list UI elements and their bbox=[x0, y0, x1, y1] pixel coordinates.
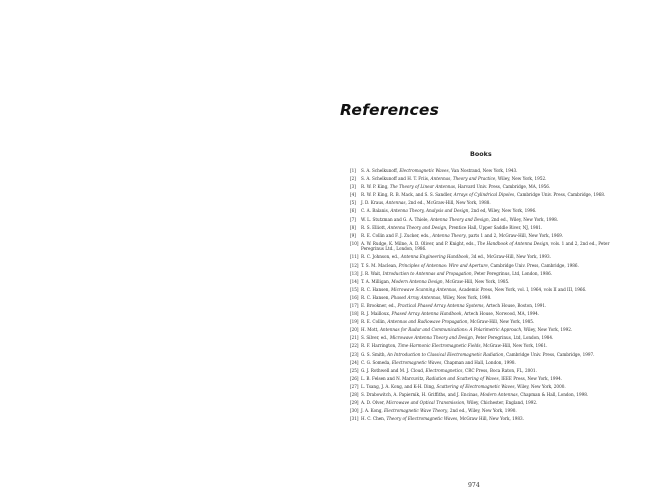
reference-authors: J. R. Wait, bbox=[361, 270, 383, 276]
reference-publication: , 2nd ed., Wiley, New York, 1990. bbox=[447, 408, 517, 414]
reference-title: Radiation and Scattering of Waves bbox=[425, 375, 499, 381]
page-number: 974 bbox=[468, 482, 480, 489]
reference-item bbox=[340, 254, 612, 260]
reference-authors: C. A. Balanis, bbox=[361, 208, 391, 214]
reference-item bbox=[340, 241, 612, 252]
reference-title: The Theory of Linear Antennas bbox=[389, 184, 456, 190]
reference-number: [1] bbox=[350, 168, 356, 173]
reference-number: [2] bbox=[350, 176, 356, 182]
reference-title: Antenna Theory, Analysis and Design bbox=[390, 208, 469, 214]
reference-publication: , Cambridge Univ. Press, Cambridge, 1968. bbox=[514, 192, 606, 198]
reference-title: Antenna Theory bbox=[432, 232, 466, 238]
reference-item bbox=[340, 233, 612, 239]
reference-title: Microwave Scanning Antennas bbox=[391, 286, 457, 292]
reference-item bbox=[340, 295, 612, 301]
reference-publication: , Wiley, New York, 1992. bbox=[521, 327, 573, 333]
reference-title: Antennas for Radar and Communications: A Polarimetric Approach bbox=[379, 327, 522, 333]
section-heading: Books bbox=[470, 150, 492, 158]
reference-number: [26] bbox=[350, 375, 359, 381]
reference-number: [15] bbox=[350, 286, 359, 292]
reference-title: Microwave Antenna Theory and Design bbox=[389, 335, 473, 341]
reference-number: [22] bbox=[350, 343, 359, 349]
reference-authors: A. D. Olver, bbox=[361, 400, 387, 406]
reference-authors: E. Brookner, ed., bbox=[361, 303, 398, 308]
reference-number: [3] bbox=[350, 184, 356, 190]
reference-publication: , Artech House, Boston, 1991. bbox=[483, 303, 547, 308]
reference-item bbox=[340, 400, 612, 406]
reference-publication: , vols. 1 and 2, 2nd ed., Peter Peregrinus Ltd., London, 1986. bbox=[361, 240, 610, 252]
reference-number: [16] bbox=[350, 294, 359, 300]
reference-item bbox=[340, 225, 612, 231]
reference-publication: , Wiley, New York, 1998. bbox=[440, 294, 492, 300]
reference-item bbox=[340, 319, 612, 325]
reference-title: Antennas bbox=[385, 200, 406, 206]
reference-title: Antenna Theory and Design bbox=[430, 216, 489, 222]
reference-item bbox=[340, 311, 612, 317]
reference-authors: T. S. M. Maclean, bbox=[361, 262, 399, 268]
reference-authors: R. F. Harrington, bbox=[361, 343, 398, 349]
reference-publication: , Wiley, New York, 1952. bbox=[495, 176, 547, 182]
reference-number: [9] bbox=[350, 232, 356, 238]
reference-title: Phased Array Antennas bbox=[391, 294, 441, 300]
reference-title: Microwave and Optical Transmission bbox=[386, 400, 465, 406]
reference-publication: , CRC Press, Boca Raton, FL, 2001. bbox=[462, 367, 537, 373]
reference-item bbox=[340, 303, 612, 309]
reference-authors: R. S. Elliott, bbox=[361, 224, 388, 230]
reference-publication: , Chapman & Hall, London, 1998. bbox=[517, 392, 589, 398]
reference-item bbox=[340, 217, 612, 223]
reference-authors: R. C. Johnson, ed., bbox=[361, 254, 401, 260]
reference-item bbox=[340, 279, 612, 285]
reference-number: [13] bbox=[350, 270, 359, 276]
reference-publication: , Prentice Hall, Upper Saddle River, NJ, 1981. bbox=[446, 224, 543, 230]
reference-item bbox=[340, 408, 612, 414]
reference-item bbox=[340, 168, 612, 174]
reference-publication: , 3d ed., McGraw-Hill, New York, 1993. bbox=[468, 254, 551, 260]
reference-title: Phased Array Antenna Handbook bbox=[391, 311, 462, 317]
reference-item bbox=[340, 368, 612, 374]
reference-title: Electromagnetic Waves bbox=[399, 168, 449, 173]
reference-title: Antennas and Radiowave Propagation bbox=[387, 319, 468, 325]
reference-title: Time-Harmonic Electromagnetic Fields bbox=[397, 343, 481, 349]
reference-item bbox=[340, 376, 612, 382]
reference-title: Modern Antenna Design bbox=[391, 278, 443, 284]
reference-authors: T. A. Milligan, bbox=[361, 278, 392, 284]
reference-title: Introduction to Antennas and Propagation bbox=[382, 270, 472, 276]
reference-item bbox=[340, 360, 612, 366]
reference-item bbox=[340, 200, 612, 206]
reference-publication: , 2nd ed, Wiley, New York, 1996. bbox=[468, 208, 537, 214]
reference-title: Practical Phased Array Antenna Systems bbox=[397, 303, 484, 308]
reference-publication: , Cambridge Univ. Press, Cambridge, 1997. bbox=[503, 351, 595, 357]
reference-authors: S. Drabowitch, A. Papiernik, H. Griffiths, and J. Encinas, bbox=[361, 392, 481, 398]
reference-item bbox=[340, 343, 612, 349]
reference-item bbox=[340, 287, 612, 293]
reference-authors: R. C. Hansen, bbox=[361, 294, 392, 300]
reference-publication: , Cambridge Univ. Press, Cambridge, 1986. bbox=[487, 262, 579, 268]
reference-authors: R. J. Mailloux, bbox=[361, 311, 392, 317]
reference-authors: L. Tsang, J. A. Kong, and K-H. Ding, bbox=[361, 383, 437, 389]
reference-number: [18] bbox=[350, 311, 359, 317]
reference-publication: , Artech House, Norwood, MA, 1994. bbox=[461, 311, 540, 317]
reference-title: Principles of Antennas: Wire and Aperture bbox=[398, 262, 488, 268]
reference-authors: H. Mott, bbox=[361, 327, 380, 333]
reference-title: Modern Antennas bbox=[480, 392, 518, 398]
reference-publication: , Wiley, Chichester, England, 1992. bbox=[464, 400, 538, 406]
reference-publication: , 2nd ed., McGraw-Hill, New York, 1988. bbox=[405, 200, 491, 206]
reference-authors: W. L. Stutzman and G. A. Thiele, bbox=[361, 216, 431, 222]
reference-number: [7] bbox=[350, 216, 356, 222]
page-title: References bbox=[340, 101, 440, 119]
reference-publication: , Academic Press, New York, vol. I, 1964, vols II and III, 1966. bbox=[456, 286, 587, 292]
reference-item bbox=[340, 184, 612, 190]
reference-item bbox=[340, 263, 612, 269]
reference-authors: S. Silver, ed., bbox=[361, 335, 390, 341]
reference-title: Electromagnetic Waves bbox=[391, 359, 442, 365]
reference-publication: , McGraw-Hill, New York, 1985. bbox=[467, 319, 535, 325]
reference-number: [12] bbox=[350, 262, 359, 268]
reference-item bbox=[340, 176, 612, 182]
reference-publication: , IEEE Press, New York, 1994. bbox=[498, 375, 563, 381]
reference-number: [8] bbox=[350, 224, 356, 230]
reference-authors: J. D. Kraus, bbox=[361, 200, 386, 206]
reference-authors: G. S. Smith, bbox=[361, 351, 388, 357]
reference-authors: S. A. Schelkunoff, bbox=[361, 168, 400, 173]
reference-title: Arrays of Cylindrical Dipoles bbox=[453, 192, 515, 198]
reference-item bbox=[340, 384, 612, 390]
reference-number: [28] bbox=[350, 392, 359, 398]
reference-authors: R. C. Hansen, bbox=[361, 286, 392, 292]
reference-authors: R. E. Collin and F. J. Zucker, eds., bbox=[361, 232, 433, 238]
reference-number: [21] bbox=[350, 335, 359, 341]
reference-publication: , Peter Peregrinus, Ltd, London, 1986. bbox=[471, 270, 553, 276]
reference-authors: R. W. P. King, R. B. Mack, and S. S. Sandler, bbox=[361, 192, 454, 198]
reference-authors: R. W. P. King, bbox=[361, 184, 390, 190]
reference-title: The Handbook of Antenna Design bbox=[477, 240, 549, 246]
reference-publication: , McGraw Hill, New York, 1983. bbox=[457, 416, 524, 422]
reference-number: [17] bbox=[350, 303, 359, 308]
reference-authors: J. A. Kong, bbox=[361, 408, 385, 414]
reference-number: [10] bbox=[350, 240, 359, 246]
reference-authors: S. A. Schelkunoff and H. T. Friis, bbox=[361, 176, 431, 182]
reference-title: Electromagnetics bbox=[425, 367, 463, 373]
reference-authors: L. B. Felsen and N. Marcuvitz, bbox=[361, 375, 426, 381]
reference-authors: R. E. Collin, bbox=[361, 319, 388, 325]
reference-number: [29] bbox=[350, 400, 359, 406]
reference-title: Electromagnetic Wave Theory bbox=[384, 408, 448, 414]
reference-number: [11] bbox=[350, 254, 359, 260]
reference-publication: , McGraw-Hill, New York, 1961. bbox=[480, 343, 548, 349]
reference-title: Antenna Engineering Handbook bbox=[400, 254, 469, 260]
reference-publication: , Peter Peregrinus, Ltd, London, 1984. bbox=[472, 335, 554, 341]
reference-number: [20] bbox=[350, 327, 359, 333]
reference-list bbox=[340, 168, 612, 424]
reference-number: [27] bbox=[350, 383, 359, 389]
reference-number: [6] bbox=[350, 208, 356, 214]
reference-publication: , parts 1 and 2, McGraw-Hill, New York, 1969. bbox=[465, 232, 564, 238]
reference-title: Scattering of Electromagnetic Waves bbox=[436, 383, 515, 389]
reference-publication: , Harvard Univ. Press, Cambridge, MA, 1956. bbox=[455, 184, 551, 190]
reference-item bbox=[340, 208, 612, 214]
reference-item bbox=[340, 271, 612, 277]
reference-title: Theory of Electromagnetic Waves bbox=[386, 416, 458, 422]
reference-title: Antenna Theory and Design bbox=[387, 224, 447, 230]
reference-authors: C. G. Someda, bbox=[361, 359, 392, 365]
reference-item bbox=[340, 352, 612, 358]
reference-publication: , McGraw-Hill, New York, 1985. bbox=[442, 278, 510, 284]
reference-number: [5] bbox=[350, 200, 356, 206]
reference-title: Antennas, Theory and Practice bbox=[430, 176, 496, 182]
reference-item bbox=[340, 327, 612, 333]
reference-publication: , Chapman and Hall, London, 1998. bbox=[441, 359, 516, 365]
reference-item bbox=[340, 335, 612, 341]
reference-number: [4] bbox=[350, 192, 356, 198]
reference-publication: , Wiley, New York, 2000. bbox=[514, 383, 566, 389]
reference-number: [24] bbox=[350, 359, 359, 365]
reference-authors: G. J. Rothwell and M. J. Cloud, bbox=[361, 367, 426, 373]
reference-publication: , Van Nostrand, New York, 1943. bbox=[448, 168, 518, 173]
reference-authors: H. C. Chen, bbox=[361, 416, 387, 422]
reference-item bbox=[340, 416, 612, 422]
reference-number: [30] bbox=[350, 408, 359, 414]
reference-item bbox=[340, 392, 612, 398]
reference-publication: , 2nd ed., Wiley, New York, 1998. bbox=[488, 216, 559, 222]
reference-number: [19] bbox=[350, 319, 359, 325]
reference-item bbox=[340, 192, 612, 198]
reference-number: [14] bbox=[350, 278, 359, 284]
reference-number: [25] bbox=[350, 367, 359, 373]
reference-number: [31] bbox=[350, 416, 359, 422]
reference-number: [23] bbox=[350, 351, 359, 357]
reference-title: An Introduction to Classical Electromagnetic Radiation bbox=[387, 351, 504, 357]
reference-authors: A. W. Rudge, K. Milne, A. D. Oliver, and P. Knight, eds., bbox=[361, 240, 478, 246]
